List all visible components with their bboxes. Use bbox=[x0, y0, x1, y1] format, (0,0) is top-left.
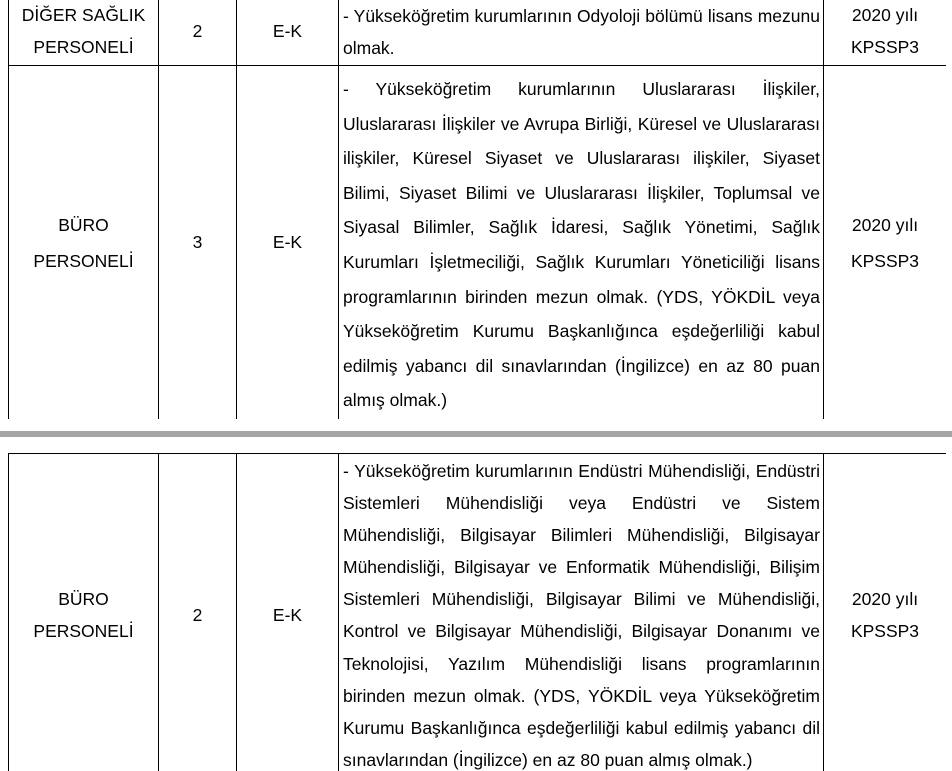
positions-table-bottom bbox=[8, 453, 946, 771]
requirements-cell bbox=[339, 0, 824, 66]
gender-cell: E-K bbox=[237, 0, 339, 66]
position-title-line: BÜRO bbox=[9, 583, 158, 615]
requirements-cell bbox=[339, 66, 824, 420]
table-row bbox=[9, 0, 947, 66]
position-title-line: PERSONELİ bbox=[9, 615, 158, 647]
gender-cell: E-K bbox=[237, 66, 339, 420]
table-row bbox=[9, 66, 947, 420]
position-title-cell bbox=[9, 66, 159, 420]
requirements-cell bbox=[339, 454, 824, 771]
exam-cell bbox=[824, 0, 947, 66]
page-separator bbox=[0, 431, 952, 437]
position-title-line: PERSONELİ bbox=[9, 243, 158, 279]
exam-score-type: KPSSP3 bbox=[824, 243, 946, 279]
position-title-line: BÜRO bbox=[9, 207, 158, 243]
position-count-cell: 3 bbox=[159, 66, 237, 420]
exam-score-type: KPSSP3 bbox=[824, 31, 946, 63]
requirements-text: - Yükseköğretim kurumlarının Uluslararası İlişkiler, Uluslararası İlişkiler ve Avrupa Birliği, Küresel ve Uluslararası ilişkiler, Küresel Siyaset ve Uluslararası ilişkiler, Siyaset Bilimi, Siyaset Bilimi ve Uluslararası İlişkiler, Toplumsal ve Siyasal Bilimler, Sağlık İdaresi, Sağlık Yönetimi, Sağlık Kurumları İşletmeciliği, Sağlık Kurumları Yöneticiliği lisans programlarının birinden mezun olmak. (YDS, YÖKDİL veya Yükseköğretim Kurumu Başkanlığınca eşdeğerliliği kabul edilmiş yabancı dil sınavlarından (İngilizce) en az 80 puan almış olmak.) bbox=[343, 66, 820, 418]
exam-cell bbox=[824, 66, 947, 420]
position-title-line: PERSONELİ bbox=[9, 31, 158, 63]
exam-year: 2020 yılı bbox=[824, 207, 946, 243]
position-count-cell: 2 bbox=[159, 454, 237, 771]
requirements-text: - Yükseköğretim kurumlarının Odyoloji bölümü lisans mezunu olmak. bbox=[343, 0, 820, 64]
position-title-cell bbox=[9, 0, 159, 66]
positions-table-top bbox=[8, 0, 946, 419]
position-count-cell: 2 bbox=[159, 0, 237, 66]
exam-year: 2020 yılı bbox=[824, 0, 946, 31]
exam-score-type: KPSSP3 bbox=[824, 615, 946, 647]
positions-table bbox=[8, 453, 946, 771]
exam-cell bbox=[824, 454, 947, 771]
positions-table bbox=[8, 0, 946, 419]
position-title-cell bbox=[9, 454, 159, 771]
table-row bbox=[9, 454, 947, 771]
position-title-line: DİĞER SAĞLIK bbox=[9, 0, 158, 31]
requirements-text: - Yükseköğretim kurumlarının Endüstri Mühendisliği, Endüstri Sistemleri Mühendisliği veya Endüstri ve Sistem Mühendisliği, Bilgisayar Bilimleri Mühendisliği, Bilgisayar Mühendisliği, Bilgisayar ve Enformatik Mühendisliği, Bilişim Sistemleri Mühendisliği, Bilgisayar Bilimi ve Mühendisliği, Kontrol ve Bilgisayar Mühendisliği, Bilgisayar Donanımı ve Teknolojisi, Yazılım Mühendisliği lisans programlarının birinden mezun olmak. (YDS, YÖKDİL veya Yükseköğretim Kurumu Başkanlığınca eşdeğerliliği kabul edilmiş yabancı dil sınavlarından (İngilizce) en az 80 puan almış olmak.) bbox=[343, 454, 820, 771]
gender-cell: E-K bbox=[237, 454, 339, 771]
exam-year: 2020 yılı bbox=[824, 583, 946, 615]
